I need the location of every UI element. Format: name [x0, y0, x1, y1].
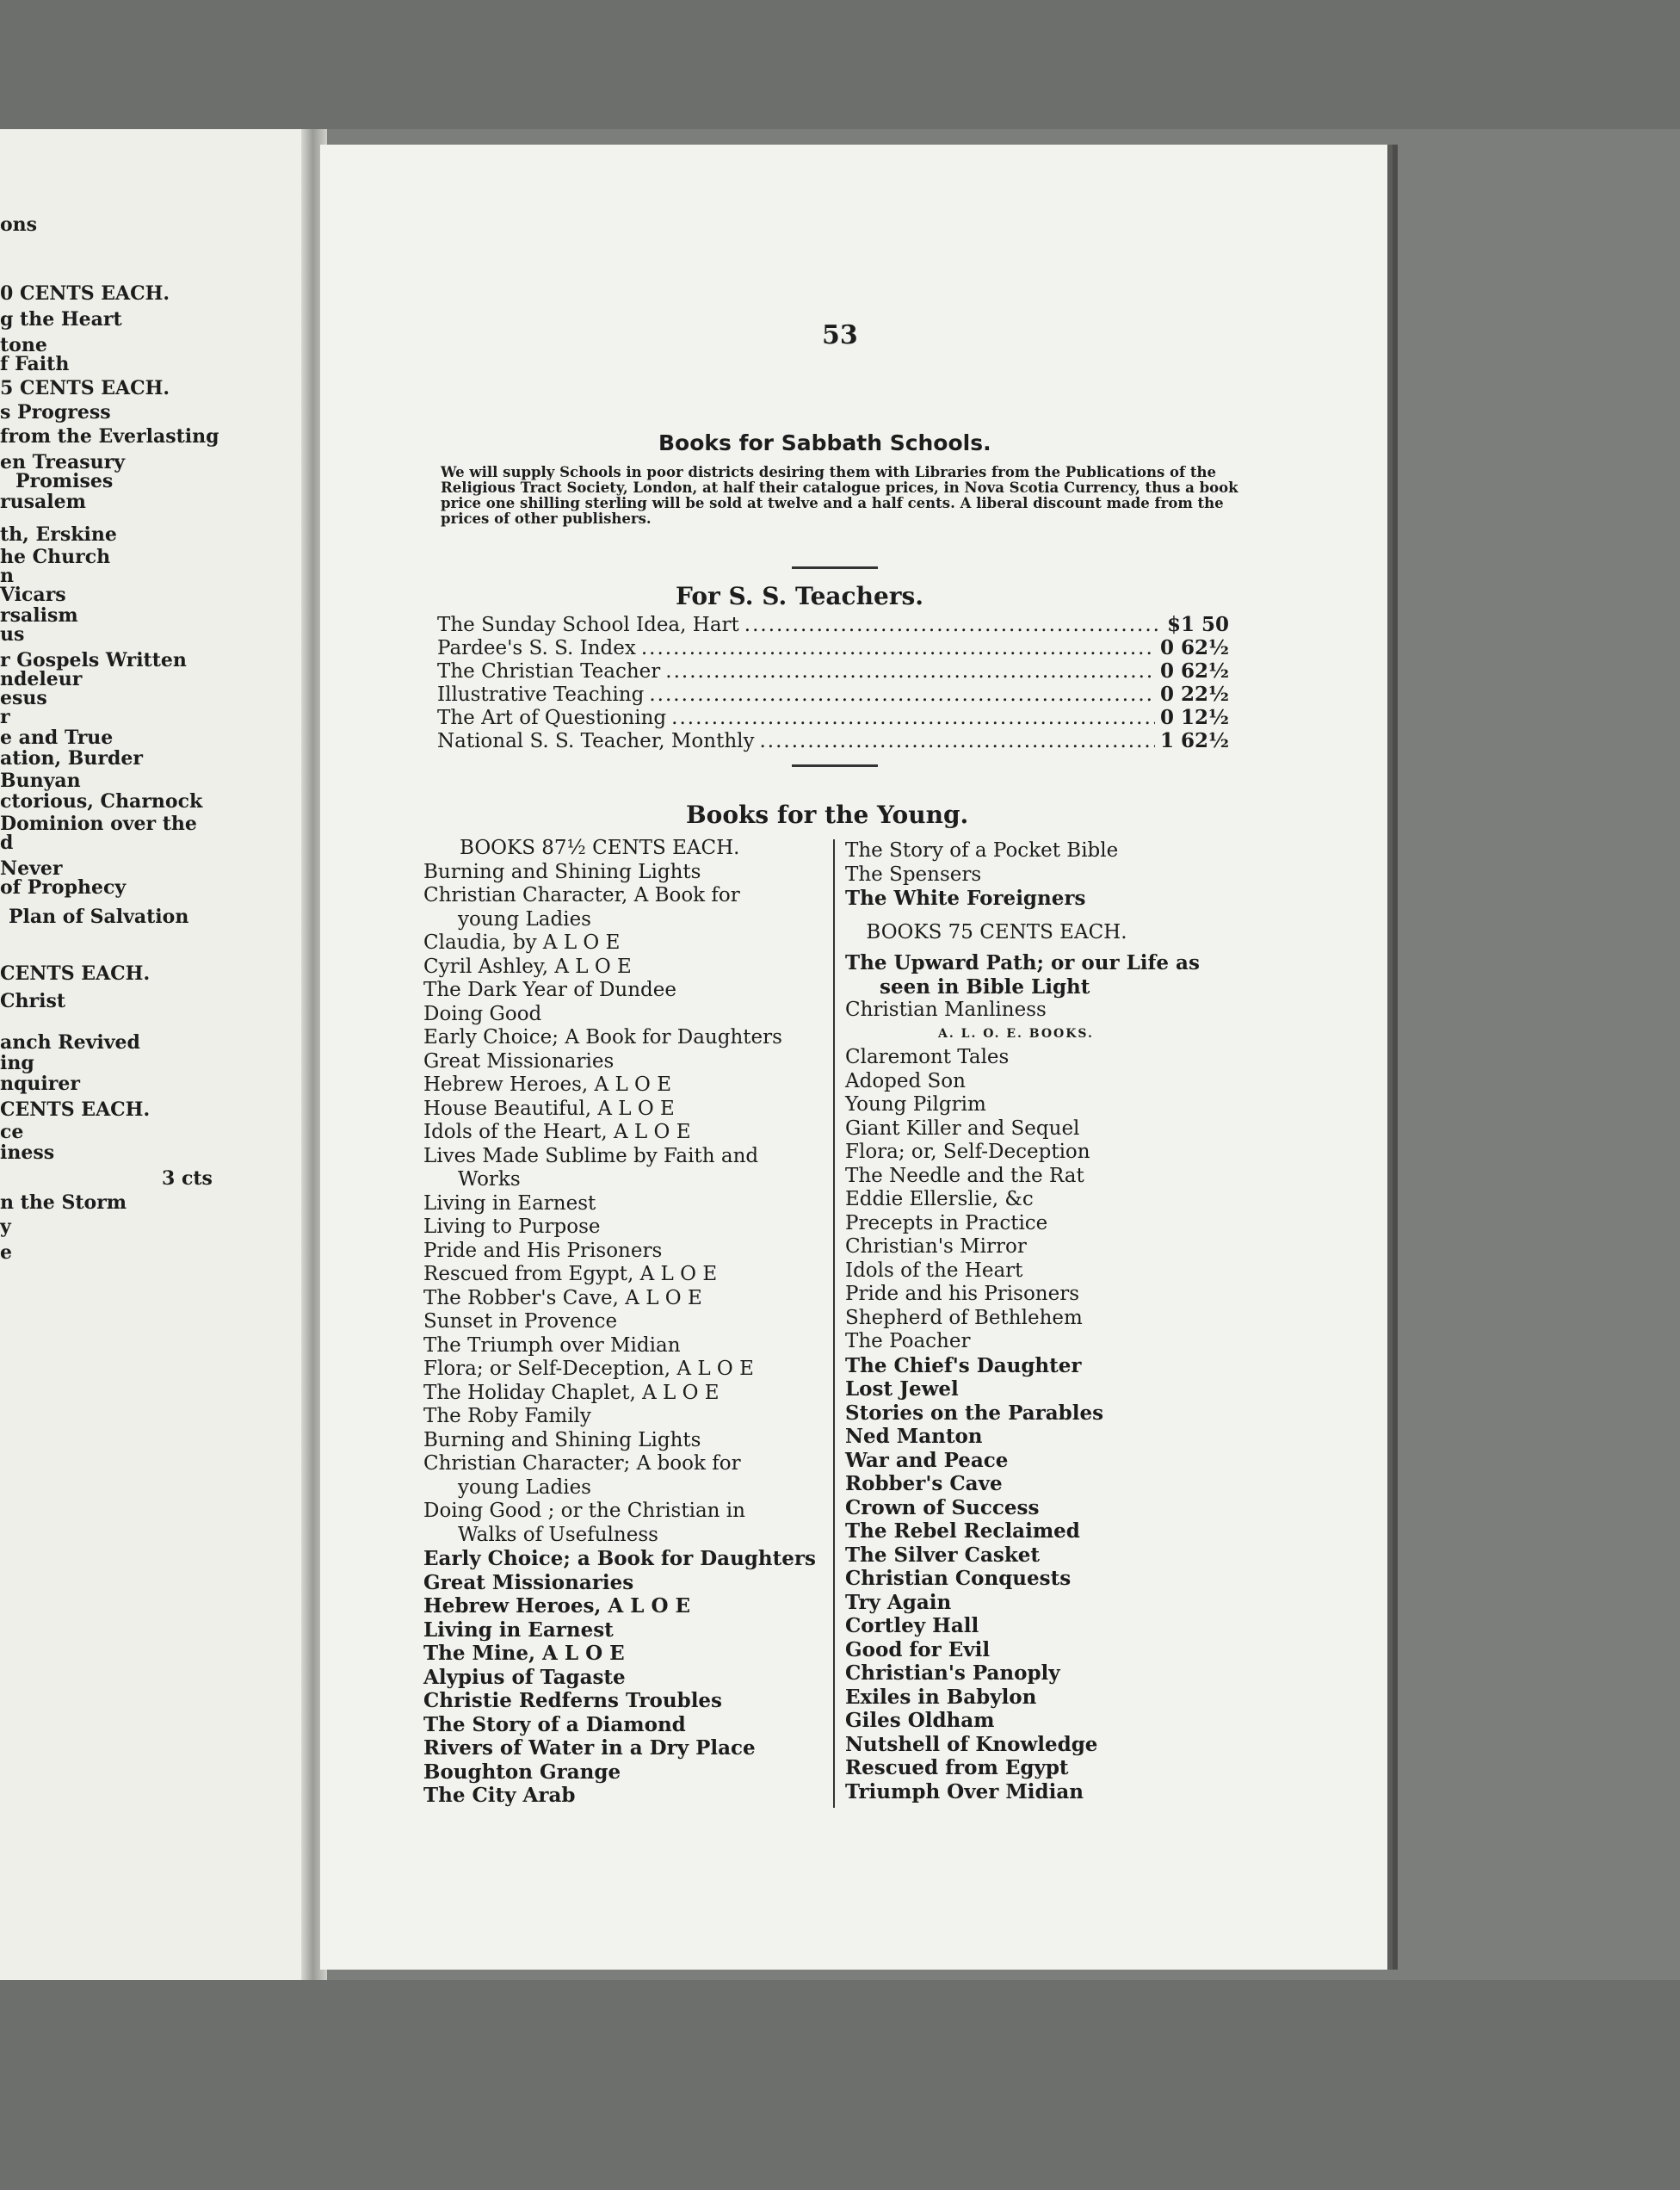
book-title: The Holiday Chaplet, A L O E [423, 1381, 720, 1404]
book-title: The Poacher [845, 1330, 971, 1352]
price-row [437, 613, 1229, 636]
book-title: The Story of a Pocket Bible [845, 839, 1119, 862]
left-page-fragment: rusalem [0, 491, 86, 513]
book-title: Triumph Over Midian [845, 1779, 1084, 1803]
book-title: young Ladies [458, 907, 591, 931]
book-title: Living in Earnest [423, 1191, 596, 1215]
left-page-fragment: 5 CENTS EACH. [0, 377, 170, 399]
book-title: seen in Bible Light [880, 974, 1090, 999]
left-page-fragment: from the Everlasting [0, 425, 219, 448]
left-page-fragment: ctorious, Charnock [0, 790, 203, 813]
left-page [0, 129, 318, 1980]
price-value: 0 62½ [1159, 636, 1229, 659]
left-page-fragment: 3 cts [162, 1167, 213, 1190]
book-title: Lives Made Sublime by Faith and [423, 1144, 759, 1167]
sabbath-intro: We will supply Schools in poor districts desiring them with Libraries from the Publications of the Religious Tract Society, London, at half their catalogue prices, in Nova Scotia Currency, thus a book price one shilling sterling will be sold at twelve and a half cents. A liberal discount made from the prices of other publishers. [441, 464, 1238, 527]
book-title: The Needle and the Rat [845, 1164, 1084, 1187]
left-page-fragment: e [0, 1241, 12, 1264]
left-page-fragment: Bunyan [0, 770, 81, 792]
left-page-fragment: ndeleur [0, 668, 83, 690]
book-title: Adoped Son [845, 1069, 966, 1092]
book-title: Pride and His Prisoners [423, 1239, 663, 1262]
book-title: Nutshell of Knowledge [845, 1732, 1098, 1756]
book-title: Young Pilgrim [845, 1093, 986, 1116]
left-page-fragment: e and True [0, 727, 114, 749]
book-title: Christian's Mirror [845, 1235, 1027, 1258]
left-page-fragment: CENTS EACH. [0, 1098, 151, 1121]
left-page-fragment: nquirer [0, 1073, 80, 1095]
left-page-fragment: en Treasury [0, 451, 126, 473]
book-title: The Spensers [845, 863, 982, 886]
left-page-fragment: Never [0, 857, 63, 880]
book-title: The Story of a Diamond [423, 1712, 686, 1736]
left-page-fragment: us [0, 623, 25, 646]
scan-frame-bottom [0, 1980, 1680, 2190]
leader-dots [744, 614, 1162, 636]
book-title: The Dark Year of Dundee [423, 979, 676, 1001]
left-page-fragment: tone [0, 334, 47, 356]
price-value: 1 62½ [1159, 729, 1229, 752]
book-title: Christian Character; A book for [423, 1452, 741, 1475]
price-value: $1 50 [1166, 613, 1229, 636]
price-title: National S. S. Teacher, Monthly [437, 730, 755, 752]
book-title: Living in Earnest [423, 1618, 614, 1642]
price-row [437, 729, 1229, 752]
book-title: Lost Jewel [845, 1377, 959, 1401]
section-rule [792, 764, 878, 767]
price-value: 0 22½ [1159, 683, 1229, 706]
teachers-title: For S. S. Teachers. [676, 582, 924, 610]
price-title: The Sunday School Idea, Hart [437, 614, 739, 636]
sabbath-title: Books for Sabbath Schools. [658, 430, 991, 455]
book-title: Crown of Success [845, 1495, 1040, 1519]
book-title: The Rebel Reclaimed [845, 1519, 1080, 1543]
left-page-fragment: ce [0, 1121, 24, 1143]
left-page-fragment: y [0, 1216, 11, 1238]
book-title: Christian Manliness [845, 999, 1047, 1021]
left-page-fragment: s Progress [0, 401, 111, 424]
young-title: Books for the Young. [686, 801, 969, 829]
book-title: Rescued from Egypt, A L O E [423, 1263, 718, 1285]
book-title: Living to Purpose [423, 1216, 601, 1238]
book-title: The Chief's Daughter [845, 1353, 1082, 1377]
left-page-fragment: Plan of Salvation [9, 906, 189, 928]
left-page-fragment: Dominion over the [0, 813, 197, 835]
leader-dots [759, 730, 1155, 752]
book-title: Doing Good ; or the Christian in [423, 1500, 745, 1522]
left-page-fragment: d [0, 832, 14, 854]
book-title: The Upward Path; or our Life as [845, 951, 1200, 974]
scan-frame-top [0, 0, 1680, 129]
right-column-heading: BOOKS 75 CENTS EACH. [866, 920, 1127, 943]
young-left-column [423, 837, 816, 1808]
book-title: Exiles in Babylon [845, 1685, 1037, 1709]
left-page-fragment: ons [0, 213, 38, 236]
book-title: The Silver Casket [845, 1543, 1041, 1567]
section-rule [792, 566, 878, 569]
book-title: House Beautiful, A L O E [423, 1097, 675, 1120]
book-title: Doing Good [423, 1002, 542, 1025]
left-page-fragment: esus [0, 687, 47, 709]
book-title: Burning and Shining Lights [423, 860, 701, 883]
page-number: 53 [822, 320, 858, 350]
price-row [437, 659, 1229, 683]
left-page-fragment: iness [0, 1141, 55, 1164]
left-page-fragment: Christ [0, 990, 66, 1012]
book-title: Christian Character, A Book for [423, 884, 740, 906]
left-page-fragment: r Gospels Written [0, 649, 187, 671]
price-value: 0 62½ [1159, 659, 1229, 683]
left-page-fragment: n [0, 565, 14, 587]
price-value: 0 12½ [1159, 706, 1229, 729]
left-page-fragment: Promises [15, 470, 114, 492]
left-page-fragment: anch Revived [0, 1031, 140, 1054]
left-column-heading: BOOKS 87½ CENTS EACH. [460, 837, 740, 859]
young-right-column [845, 839, 1200, 1803]
price-title: The Christian Teacher [437, 660, 661, 683]
price-row [437, 683, 1229, 706]
book-title: Great Missionaries [423, 1049, 615, 1073]
book-title: Cortley Hall [845, 1614, 979, 1637]
book-title: Boughton Grange [423, 1760, 621, 1784]
book-title: Rivers of Water in a Dry Place [423, 1736, 756, 1760]
book-title: Cyril Ashley, A L O E [423, 955, 632, 978]
book-title: Flora; or, Self-Deception [845, 1141, 1090, 1163]
left-page-fragment: ation, Burder [0, 747, 143, 770]
book-title: Claudia, by A L O E [423, 931, 621, 954]
book-title: Eddie Ellerslie, &c [845, 1188, 1034, 1210]
book-title: The Triumph over Midian [423, 1333, 681, 1357]
book-title: Idols of the Heart, A L O E [423, 1121, 691, 1143]
book-title: Walks of Usefulness [458, 1523, 658, 1546]
book-title: Robber's Cave [845, 1472, 1003, 1495]
book-title: Ned Manton [845, 1425, 983, 1448]
left-page-fragment: n the Storm [0, 1191, 127, 1214]
book-title: Works [458, 1168, 521, 1191]
aloe-books-heading: A. L. O. E. BOOKS. [938, 1026, 1094, 1041]
book-title: young Ladies [458, 1475, 591, 1499]
book-title: Giant Killer and Sequel [845, 1117, 1080, 1140]
price-title: The Art of Questioning [437, 707, 667, 729]
book-title: Christian's Panoply [845, 1661, 1060, 1685]
book-title: War and Peace [845, 1448, 1009, 1472]
book-title: Early Choice; a Book for Daughters [423, 1547, 816, 1570]
leader-dots [665, 660, 1155, 683]
book-title: Early Choice; A Book for Daughters [423, 1026, 782, 1049]
price-title: Pardee's S. S. Index [437, 637, 636, 659]
book-title: Try Again [845, 1590, 952, 1614]
book-title: Rescued from Egypt [845, 1756, 1069, 1779]
book-title: Giles Oldham [845, 1709, 995, 1732]
left-page-fragment: 0 CENTS EACH. [0, 282, 170, 305]
book-title: The Roby Family [423, 1405, 591, 1427]
book-title: Pride and his Prisoners [845, 1283, 1080, 1305]
book-title: Burning and Shining Lights [423, 1428, 701, 1451]
book-title: Precepts in Practice [845, 1211, 1048, 1234]
book-title: Hebrew Heroes, A L O E [423, 1594, 691, 1618]
left-page-fragment: ing [0, 1052, 34, 1074]
left-page-fragment: g the Heart [0, 308, 122, 331]
book-title: Hebrew Heroes, A L O E [423, 1073, 672, 1096]
left-page-fragment: th, Erskine [0, 523, 117, 546]
book-title: Claremont Tales [845, 1046, 1010, 1068]
book-title: The White Foreigners [845, 887, 1086, 910]
leader-dots [671, 707, 1155, 729]
left-page-fragment: CENTS EACH. [0, 962, 151, 985]
left-page-fragment: of Prophecy [0, 876, 127, 899]
column-divider [833, 839, 835, 1808]
book-title: Christie Redferns Troubles [423, 1689, 723, 1712]
book-title: Alypius of Tagaste [423, 1665, 626, 1689]
price-title: Illustrative Teaching [437, 684, 645, 706]
book-title: Idols of the Heart [845, 1259, 1023, 1282]
leader-dots [649, 684, 1155, 706]
left-page-fragment: he Church [0, 546, 111, 568]
book-title: The Mine, A L O E [423, 1642, 625, 1665]
price-row [437, 636, 1229, 659]
book-title: Christian Conquests [845, 1567, 1072, 1590]
left-page-fragment: f Faith [0, 353, 70, 375]
price-row [437, 706, 1229, 729]
book-title: Shepherd of Bethlehem [845, 1306, 1083, 1329]
book-title: Stories on the Parables [845, 1401, 1104, 1425]
book-title: Flora; or Self-Deception, A L O E [423, 1358, 754, 1380]
book-title: Good for Evil [845, 1637, 991, 1661]
book-title: Sunset in Provence [423, 1310, 618, 1333]
book-title: Great Missionaries [423, 1570, 634, 1594]
left-page-fragment: r [0, 706, 10, 728]
book-title: The Robber's Cave, A L O E [423, 1286, 702, 1309]
leader-dots [641, 637, 1155, 659]
left-page-fragment: Vicars [0, 584, 66, 606]
left-page-fragment: rsalism [0, 604, 78, 627]
book-title: The City Arab [423, 1784, 576, 1807]
